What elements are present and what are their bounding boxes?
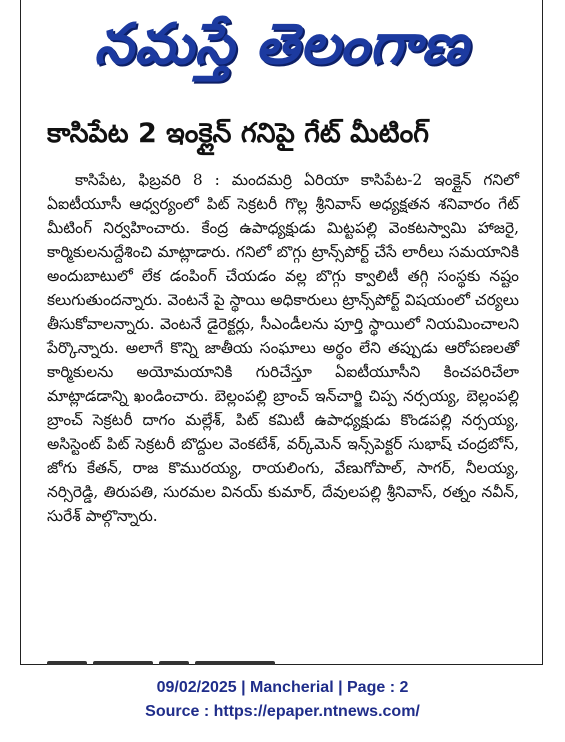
newspaper-logo: నమస్తే తెలంగాణ	[94, 12, 469, 77]
cropped-previous-article-line	[51, 94, 351, 102]
clipping-frame	[20, 0, 543, 665]
source-link[interactable]: Source : https://epaper.ntnews.com/	[145, 703, 420, 720]
masthead	[21, 6, 542, 84]
clipping-footer	[0, 676, 565, 724]
article-paragraph: కాసిపేట, ఫిబ్రవరి 8 : మందమర్రి ఏరియా కాసిపేట-2 ఇంక్లైన్ గనిలో ఏఐటీయూసీ ఆధ్వర్యంలో పిట్ సెక్రటరీ గొల్ల శ్రీనివాస్ అధ్యక్షతన శనివారం గేట్ మీటింగ్ నిర్వహించారు. కేంద్ర ఉపాధ్యక్షుడు మిట్టపల్లి వెంకటస్వామి హాజరై, కార్మికులనుద్దేశించి మాట్లాడారు. గనిలో బొగ్గు ట్రాన్స్‌పోర్ట్ చేసే లారీలు సమయానికి అందుబాటులో లేక డంపింగ్ చేయడం వల్ల బొగ్గు క్వాలిటీ తగ్గి సంస్థకు నష్టం కలుగుతుందన్నారు. వెంటనే పై స్థాయి అధికారులు ట్రాన్స్‌పోర్ట్ విషయంలో చర్యలు తీసుకోవాలన్నారు. వెంటనే డైరెక్టర్లు, సీఎండీలను పూర్తి స్థాయిలో నియమించాలని పేర్కొన్నారు. అలాగే కొన్ని జాతీయ సంఘాలు అర్థం లేని తప్పుడు ఆరోపణలతో కార్మికులను అయోమయానికి గురిచేస్తూ ఏఐటీయూసీని కించపరిచేలా మాట్లాడడాన్ని ఖండించారు. బెల్లంపల్లి బ్రాంచ్ ఇన్‌చార్జి చిప్ప నర్సయ్య, బెల్లంపల్లి బ్రాంచ్ సెక్రటరీ దాగం మల్లేశ్, పిట్ కమిటీ ఉపాధ్యక్షుడు కొండపల్లి నర్సయ్య, అసిస్టెంట్ పిట్ సెక్రటరీ బొద్దుల వెంకటేశ్, వర్క్‌మెన్ ఇన్స్‌పెక్టర్ సుభాష్ చంద్రబోస్, జోగు కేతన్, రాజ కొమురయ్య, రాయలింగు, వేణుగోపాల్, సాగర్, నీలయ్య, నర్సిరెడ్డి, తిరుపతి, సురమల వినయ్ కుమార్, దేవులపల్లి శ్రీనివాస్, రత్నం నవీన్, సురేశ్ పాల్గొన్నారు.	[47, 171, 519, 525]
article-headline: కాసిపేట 2 ఇంక్లైన్ గనిపై గేట్ మీటింగ్	[47, 118, 430, 149]
article-body	[47, 168, 519, 528]
edition-info: 09/02/2025 | Mancherial | Page : 2	[156, 679, 409, 696]
cropped-next-article-heading	[47, 646, 287, 665]
